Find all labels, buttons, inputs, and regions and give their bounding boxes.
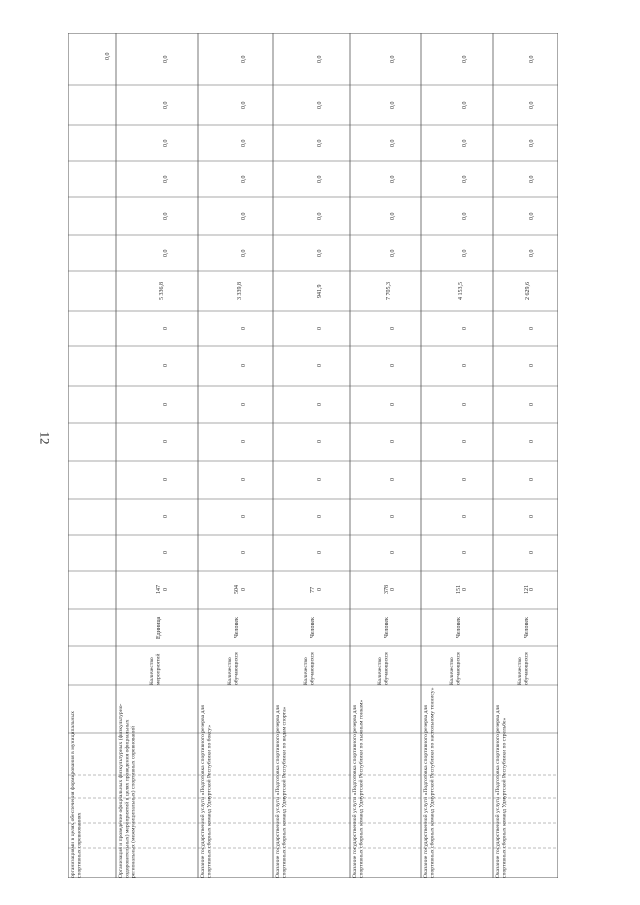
row-value: 0,0 bbox=[461, 175, 468, 183]
row-value: 0 bbox=[162, 478, 169, 482]
row-value: 0 bbox=[162, 551, 169, 555]
row-value: 0 bbox=[461, 515, 468, 519]
row-value: 0 bbox=[461, 478, 468, 482]
row-value: 0 bbox=[316, 327, 323, 330]
row-value: 0 bbox=[240, 515, 247, 519]
row-value: 0 bbox=[316, 440, 323, 444]
row-value: 0,0 bbox=[240, 175, 247, 183]
row-value: 0,0 bbox=[162, 55, 169, 63]
row-value: 0 bbox=[529, 403, 536, 406]
row-value: 0 bbox=[162, 327, 169, 330]
row-value: 0 bbox=[390, 515, 397, 519]
row-unit: Человек bbox=[234, 617, 241, 639]
row-value: 0 bbox=[529, 515, 536, 519]
row-value: 0 bbox=[316, 588, 323, 592]
row-value: 0,0 bbox=[240, 139, 247, 147]
row-value: 0,0 bbox=[316, 175, 323, 183]
row-value: 0 bbox=[240, 478, 247, 482]
row-value: 0,0 bbox=[316, 101, 323, 109]
row-value: 0 bbox=[461, 440, 468, 444]
row-value: 0,0 bbox=[529, 212, 536, 220]
row-value: 0 bbox=[529, 551, 536, 555]
row-value: 0,0 bbox=[390, 55, 397, 63]
row-value: 0,0 bbox=[162, 139, 169, 147]
row-value: 0,0 bbox=[529, 55, 536, 63]
row-value: 7 705,3 bbox=[386, 282, 393, 300]
row-value: 0 bbox=[240, 327, 247, 330]
row-indicator: Количество обучающихся bbox=[377, 652, 390, 685]
row-description: Организация и проведение официальных физкультурных (физкультурно-оздоровительных) мероприятий в целях проведения официальных региональных (межмуниципальных) спортивных соревнований bbox=[118, 703, 137, 878]
row-value: 0,0 bbox=[390, 212, 397, 220]
row-description: Оказание государственной услуги «Подготовка спортивного резерва для спортивных сборных команд Удмуртской Республики по настольному теннису» bbox=[423, 687, 436, 878]
data-table bbox=[68, 33, 558, 878]
row-value: 0 bbox=[390, 478, 397, 482]
row-unit: Человек bbox=[310, 617, 317, 639]
row-value: 0,0 bbox=[316, 139, 323, 147]
row-description: Оказание государственной услуги «Подготовка спортивного резерва для спортивных сборных команд Удмуртской Республики по боксу» bbox=[200, 705, 213, 878]
row-value: 0,0 bbox=[316, 212, 323, 220]
row-value: 0 bbox=[162, 440, 169, 444]
row-unit: Человек bbox=[455, 617, 462, 639]
row-indicator: Количество мероприятий bbox=[149, 653, 162, 685]
row-value: 0 bbox=[162, 403, 169, 406]
row-value: 0,0 bbox=[240, 55, 247, 63]
row-value: 0,0 bbox=[529, 175, 536, 183]
row-value: 0,0 bbox=[461, 249, 468, 257]
row-value: 0 bbox=[240, 440, 247, 444]
row-value: 0 bbox=[461, 364, 468, 368]
row-value: 0 bbox=[240, 588, 247, 592]
row-value: 0 bbox=[529, 327, 536, 330]
row-value: 3 339,8 bbox=[236, 282, 243, 300]
row-description: организациями в целях обеспечения формирования в муниципальных спортивных соревнованиях bbox=[70, 711, 83, 878]
page-number: 12 bbox=[37, 431, 53, 445]
row-value: 0 bbox=[240, 364, 247, 368]
row-value: 0 bbox=[529, 478, 536, 482]
row-value: 0,0 bbox=[529, 139, 536, 147]
row-value: 4 153,5 bbox=[457, 282, 464, 300]
row-unit: Человек bbox=[384, 617, 391, 639]
row-value: 2 629,6 bbox=[525, 282, 532, 300]
row-value: 0 bbox=[529, 364, 536, 368]
row-value: 0 bbox=[316, 551, 323, 555]
row-value: 0,0 bbox=[240, 101, 247, 109]
row-value: 0,0 bbox=[390, 139, 397, 147]
row-value: 0,0 bbox=[390, 101, 397, 109]
row-value: 0 bbox=[390, 327, 397, 330]
row-value: 0 bbox=[162, 588, 169, 592]
row-indicator: Количество обучающихся bbox=[303, 652, 316, 685]
row-value: 0,0 bbox=[162, 101, 169, 109]
row-value: 0,0 bbox=[390, 175, 397, 183]
row-indicator: Количество обучающихся bbox=[227, 652, 240, 685]
row-value: 0 bbox=[240, 551, 247, 555]
row-value: 0,0 bbox=[162, 249, 169, 257]
row-count: 504 bbox=[234, 585, 241, 595]
row-value: 0,0 bbox=[461, 55, 468, 63]
row-value: 5 336,8 bbox=[158, 282, 165, 300]
row-value: 0 bbox=[390, 403, 397, 406]
row-value: 0 bbox=[390, 551, 397, 555]
row-value: 0,0 bbox=[390, 249, 397, 257]
row-value: 0,0 bbox=[529, 249, 536, 257]
row-value: 0,0 bbox=[461, 101, 468, 109]
row-value: 0 bbox=[461, 551, 468, 555]
row-value: 0,0 bbox=[240, 212, 247, 220]
row-value: 0,0 bbox=[316, 55, 323, 63]
row-value: 0 bbox=[316, 403, 323, 406]
row-value: 0 bbox=[529, 588, 536, 592]
row-value: 0 bbox=[316, 478, 323, 482]
row-value: 0,0 bbox=[529, 101, 536, 109]
row-value: 0 bbox=[529, 440, 536, 444]
row-indicator: Количество обучающихся bbox=[448, 652, 461, 685]
row-value: 0 bbox=[390, 440, 397, 444]
row-value: 0,0 bbox=[316, 249, 323, 257]
row-indicator: Количество обучающихся bbox=[516, 652, 530, 685]
row-value: 0 bbox=[240, 403, 247, 406]
row-count: 378 bbox=[384, 585, 391, 595]
row-value: 0 bbox=[461, 403, 468, 406]
row-value: 0 bbox=[461, 588, 468, 592]
row-value: 0,0 bbox=[162, 212, 169, 220]
row-count: 77 bbox=[310, 587, 317, 593]
row-count: 151 bbox=[455, 585, 462, 595]
row-value: 0 bbox=[390, 588, 397, 592]
row-value: 0 bbox=[461, 327, 468, 330]
row-count: 147 bbox=[156, 585, 163, 595]
row-value: 0,0 bbox=[105, 52, 112, 60]
row-description: Оказание государственной услуги «Подготовка спортивного резерва для спортивных сборных команд Удмуртской Республики по видам спорта» bbox=[275, 705, 288, 878]
row-value: 0 bbox=[162, 515, 169, 519]
row-value: 0 bbox=[316, 364, 323, 368]
row-value: 0 bbox=[390, 364, 397, 368]
row-description: Оказание государственной услуги «Подготовка спортивного резерва для спортивных сборных команд Удмуртской Республики по стрельбе» bbox=[495, 705, 508, 878]
row-value: 0,0 bbox=[240, 249, 247, 257]
row-unit: Человек bbox=[523, 617, 530, 639]
row-unit: Единица bbox=[156, 616, 163, 640]
row-value: 941,9 bbox=[316, 284, 323, 298]
row-count: 121 bbox=[523, 585, 530, 595]
row-value: 0 bbox=[162, 364, 169, 368]
row-value: 0,0 bbox=[162, 175, 169, 183]
row-value: 0 bbox=[316, 515, 323, 519]
row-description: Оказание государственной услуги «Подготовка спортивного резерва для спортивных сборных команд Удмуртской Республики по лыжным гонкам» bbox=[352, 699, 365, 878]
row-value: 0,0 bbox=[461, 139, 468, 147]
row-value: 0,0 bbox=[461, 212, 468, 220]
